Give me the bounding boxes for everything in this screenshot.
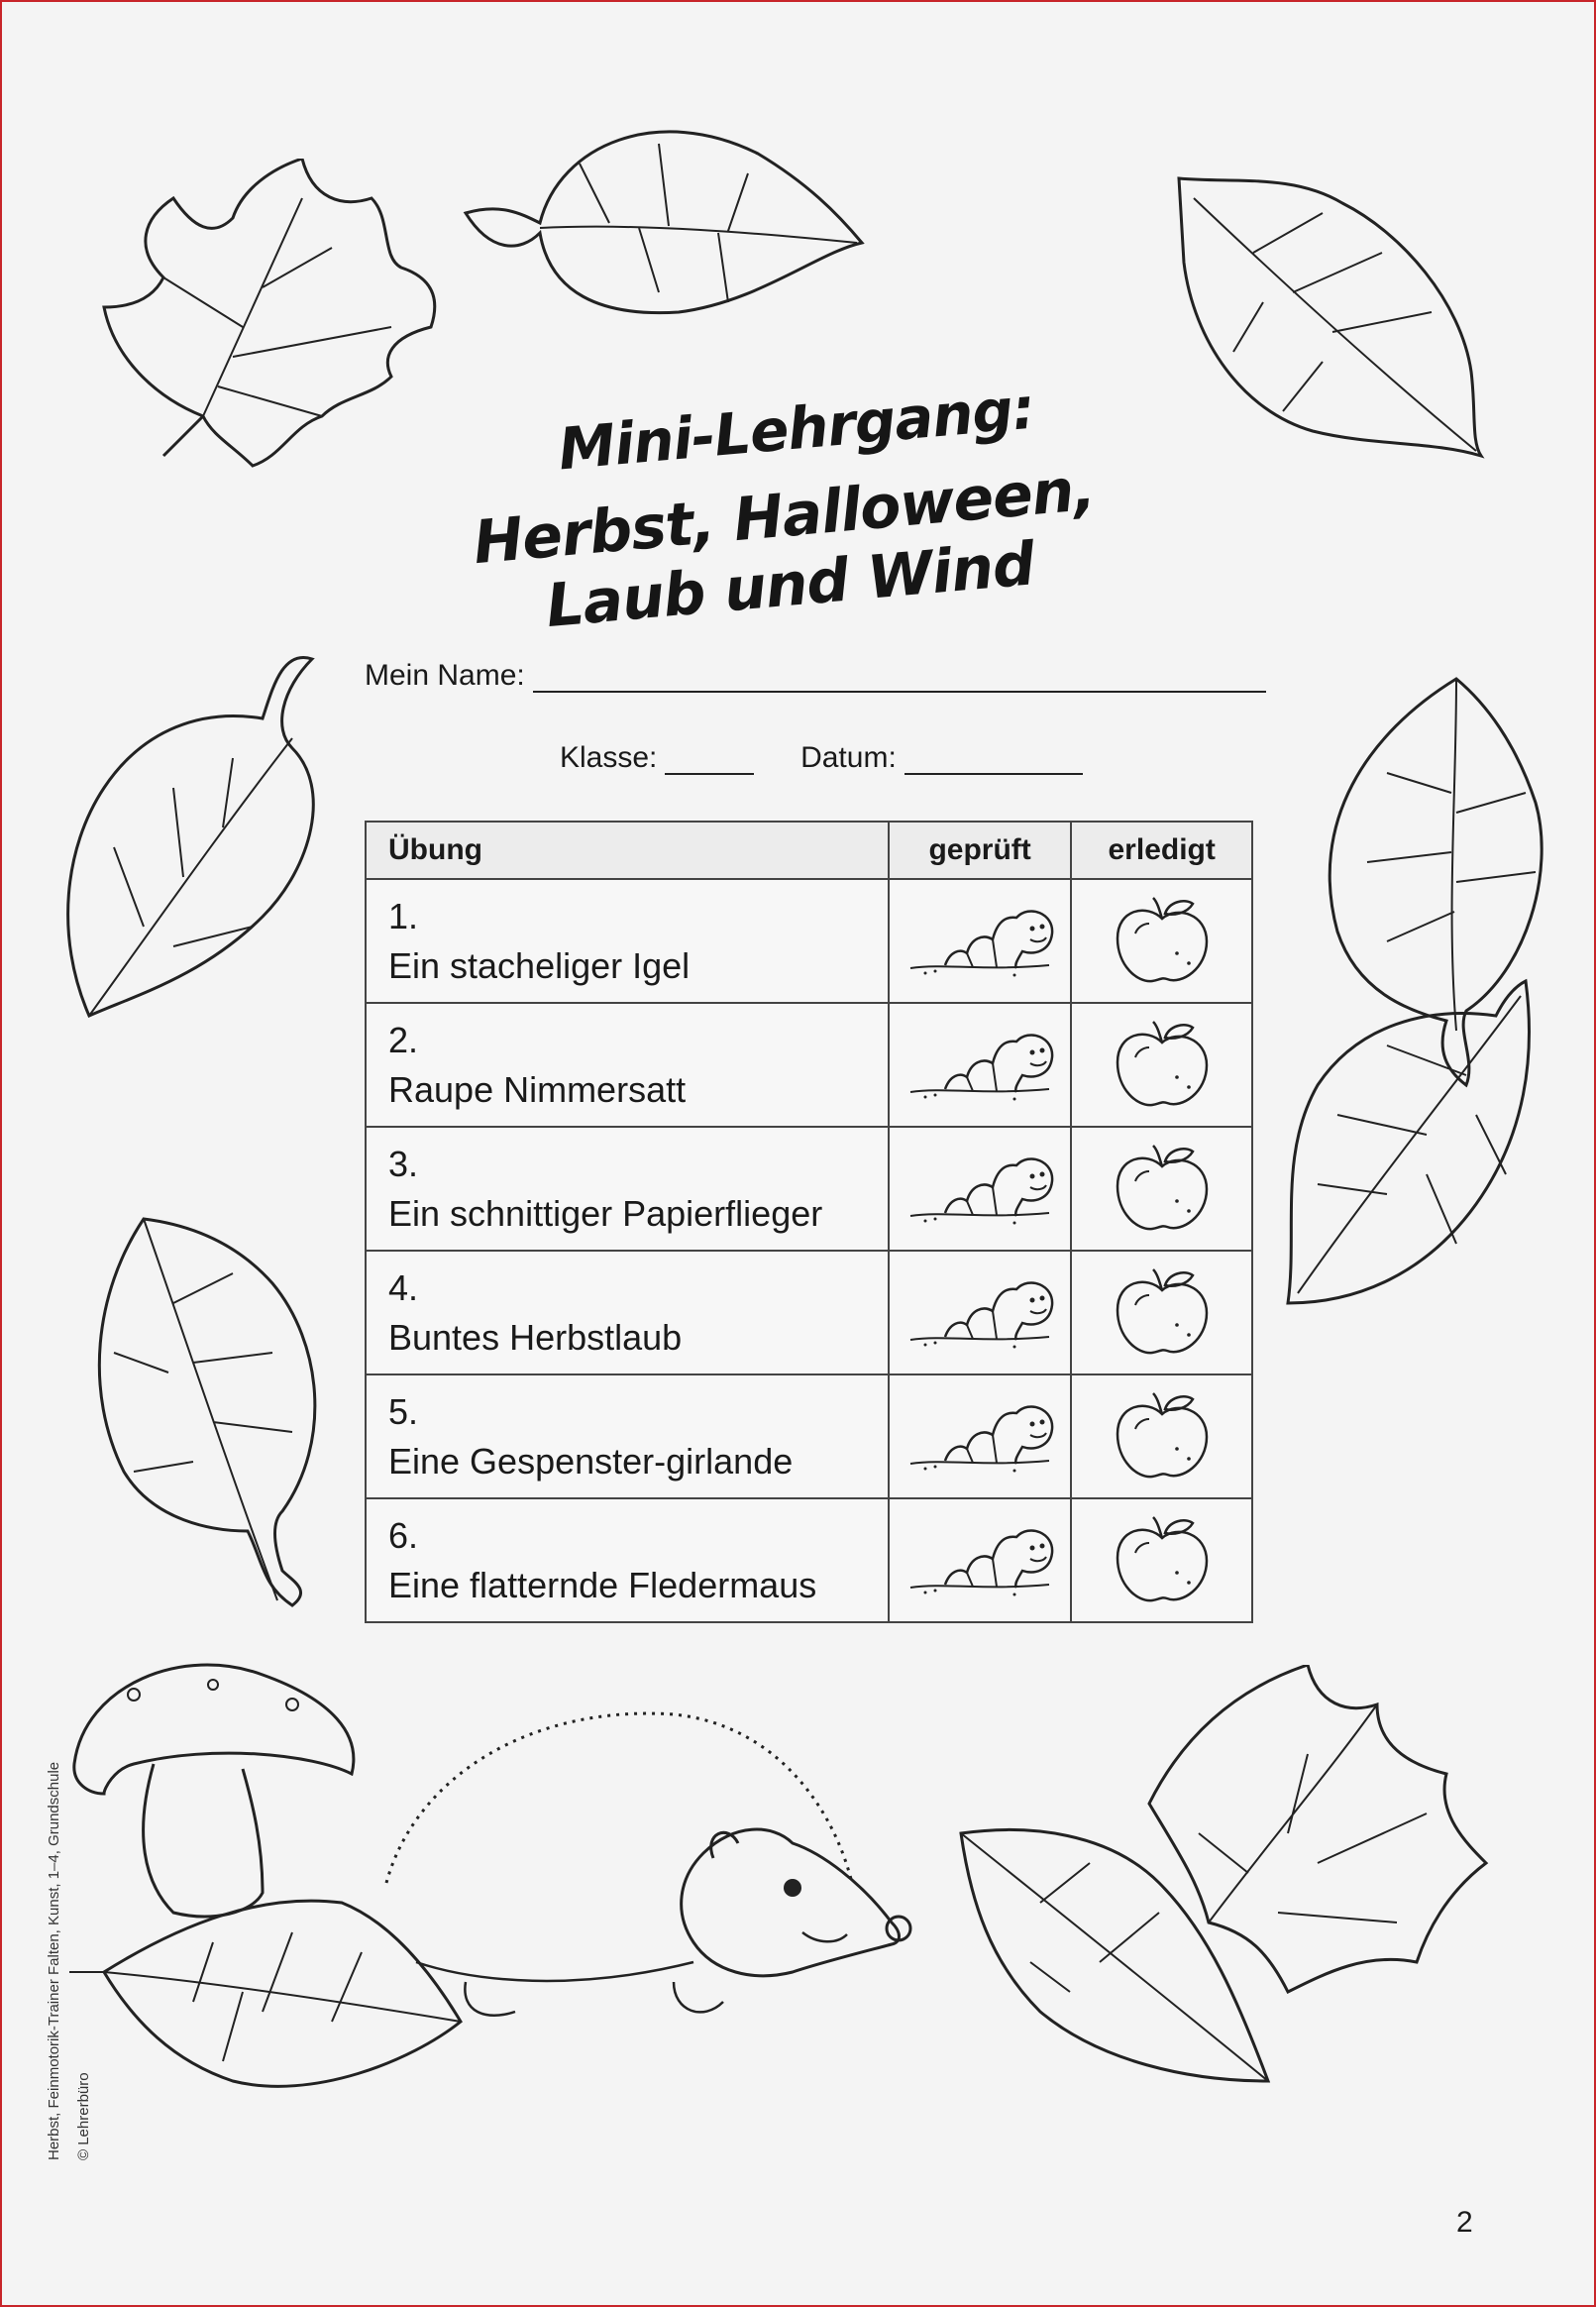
done-cell[interactable] <box>1071 1498 1252 1622</box>
done-cell[interactable] <box>1071 879 1252 1003</box>
exercise-number: 2. <box>388 1019 419 1060</box>
exercise-number: 1. <box>388 895 419 936</box>
caterpillar-icon <box>905 1413 1054 1454</box>
leaf-illustration-top-right <box>1174 173 1491 461</box>
class-input-line[interactable] <box>665 743 754 775</box>
title-line-2: Herbst, Halloween, Laub und Wind <box>471 454 1098 642</box>
credit-line-1: Herbst, Feinmotorik-Trainer Falten, Kunst, 1–4, Grundschule <box>46 1761 62 2160</box>
credit-line-2: © Lehrerbüro <box>75 2072 92 2160</box>
caterpillar-icon <box>905 918 1054 958</box>
done-cell[interactable] <box>1071 1251 1252 1374</box>
checked-cell[interactable] <box>889 1003 1071 1127</box>
name-input-line[interactable] <box>533 661 1266 693</box>
exercise-cell <box>366 879 889 1003</box>
table-row <box>366 879 1252 1003</box>
checked-cell[interactable] <box>889 879 1071 1003</box>
class-label: Klasse: <box>560 741 658 774</box>
exercise-cell <box>366 1251 889 1374</box>
hedgehog-illustration <box>376 1685 931 2041</box>
leaf-illustration-right-lower <box>1278 976 1545 1313</box>
apple-icon <box>1108 1289 1217 1330</box>
apple-icon <box>1108 1413 1217 1454</box>
date-input-line[interactable] <box>904 743 1083 775</box>
caterpillar-icon <box>905 1165 1054 1206</box>
exercise-cell <box>366 1127 889 1251</box>
exercise-title: Eine flatternde Fledermaus <box>388 1564 817 1605</box>
page-number: 2 <box>1456 2206 1473 2239</box>
done-cell[interactable] <box>1071 1374 1252 1498</box>
exercise-table <box>365 821 1253 1623</box>
exercise-cell <box>366 1498 889 1622</box>
apple-icon <box>1108 1042 1217 1082</box>
header-checked: geprüft <box>889 822 1071 879</box>
apple-icon <box>1108 1165 1217 1206</box>
done-cell[interactable] <box>1071 1127 1252 1251</box>
checked-cell[interactable] <box>889 1498 1071 1622</box>
table-row <box>366 1498 1252 1622</box>
apple-icon <box>1108 918 1217 958</box>
exercise-title: Eine Gespenster-girlande <box>388 1440 794 1482</box>
exercise-title: Raupe Nimmersatt <box>388 1068 687 1110</box>
checked-cell[interactable] <box>889 1127 1071 1251</box>
exercise-number: 6. <box>388 1514 419 1556</box>
table-header-row <box>366 822 1252 879</box>
table-row <box>366 1127 1252 1251</box>
exercise-number: 3. <box>388 1143 419 1184</box>
table-row <box>366 1003 1252 1127</box>
title-line-1: Mini-Lehrgang: <box>555 374 1037 484</box>
leaf-illustration-left-upper <box>54 649 332 1026</box>
checked-cell[interactable] <box>889 1374 1071 1498</box>
copyright-credit <box>40 1762 99 2160</box>
exercise-title: Buntes Herbstlaub <box>388 1316 683 1358</box>
caterpillar-icon <box>905 1537 1054 1578</box>
name-label: Mein Name: <box>365 659 525 692</box>
leaves-illustration-bottom-right <box>951 1665 1506 2091</box>
exercise-title: Ein stacheliger Igel <box>388 944 691 986</box>
header-exercise: Übung <box>366 822 889 879</box>
name-field-row <box>365 659 1266 693</box>
header-done: erledigt <box>1071 822 1252 879</box>
leaf-illustration-left-lower <box>84 1214 332 1610</box>
exercise-number: 4. <box>388 1266 419 1308</box>
table-row <box>366 1374 1252 1498</box>
caterpillar-icon <box>905 1042 1054 1082</box>
caterpillar-icon <box>905 1289 1054 1330</box>
date-label: Datum: <box>800 741 897 774</box>
exercise-cell <box>366 1003 889 1127</box>
leaf-illustration-top-center <box>461 104 867 322</box>
table-row <box>366 1251 1252 1374</box>
exercise-title: Ein schnittiger Papierflieger <box>388 1192 823 1234</box>
checked-cell[interactable] <box>889 1251 1071 1374</box>
done-cell[interactable] <box>1071 1003 1252 1127</box>
class-date-row <box>560 741 1083 775</box>
exercise-number: 5. <box>388 1390 419 1432</box>
exercise-cell <box>366 1374 889 1498</box>
apple-icon <box>1108 1537 1217 1578</box>
